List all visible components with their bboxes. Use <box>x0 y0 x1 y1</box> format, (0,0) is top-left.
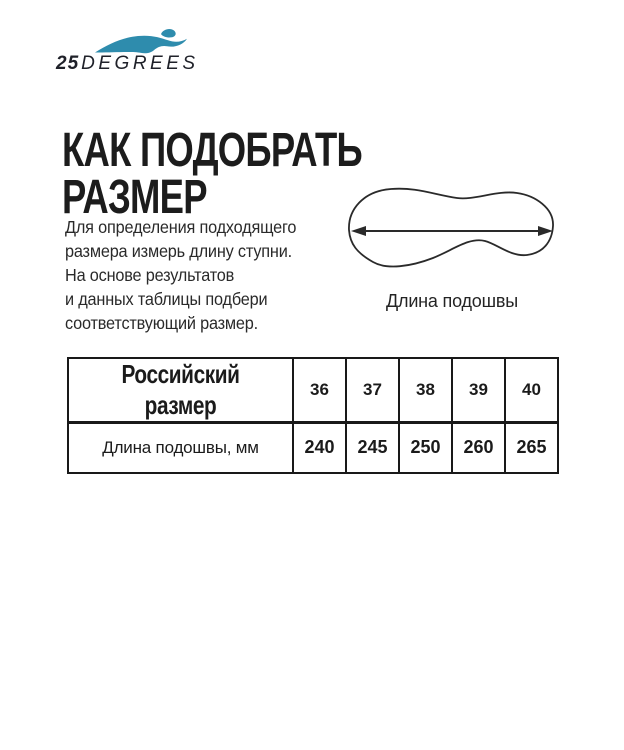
brand-logo-bold: 25 <box>56 53 80 74</box>
size-value-cell: 39 <box>452 358 505 423</box>
swimmer-body <box>95 36 187 54</box>
length-value-cell: 265 <box>505 423 558 473</box>
sole-outline-figure <box>345 179 559 279</box>
sole-outline <box>349 189 553 267</box>
length-value-cell: 240 <box>293 423 346 473</box>
length-value-cell: 260 <box>452 423 505 473</box>
size-table <box>67 357 559 474</box>
page-title-line-1: КАК ПОДОБРАТЬ <box>62 124 362 178</box>
arrowhead-left-icon <box>351 226 366 236</box>
brand-logo <box>56 53 199 79</box>
brand-logo-light: DEGREES <box>81 53 199 74</box>
size-table-row-lengths <box>68 423 558 473</box>
size-value-cell: 38 <box>399 358 452 423</box>
intro-line: соответствующий размер. <box>65 312 259 333</box>
intro-line: На основе результатов <box>65 264 235 285</box>
intro-line: и данных таблицы подбери <box>65 288 268 309</box>
length-value-cell: 245 <box>346 423 399 473</box>
intro-line: размера измерь длину ступни. <box>65 240 292 261</box>
length-value-cell: 250 <box>399 423 452 473</box>
size-label: Российский размер <box>121 359 240 420</box>
size-value-cell: 37 <box>346 358 399 423</box>
intro-paragraph <box>65 215 296 335</box>
page-title-line-2: РАЗМЕР <box>62 171 207 225</box>
size-value-cell: 40 <box>505 358 558 423</box>
page-title <box>62 124 362 225</box>
intro-line: Для определения подходящего <box>65 216 297 237</box>
swimmer-head <box>161 29 176 37</box>
size-label-cell <box>68 358 293 423</box>
length-label-cell: Длина подошвы, мм <box>68 423 293 473</box>
size-table-row-sizes <box>68 358 558 423</box>
size-value-cell: 36 <box>293 358 346 423</box>
sole-caption: Длина подошвы <box>386 291 518 311</box>
